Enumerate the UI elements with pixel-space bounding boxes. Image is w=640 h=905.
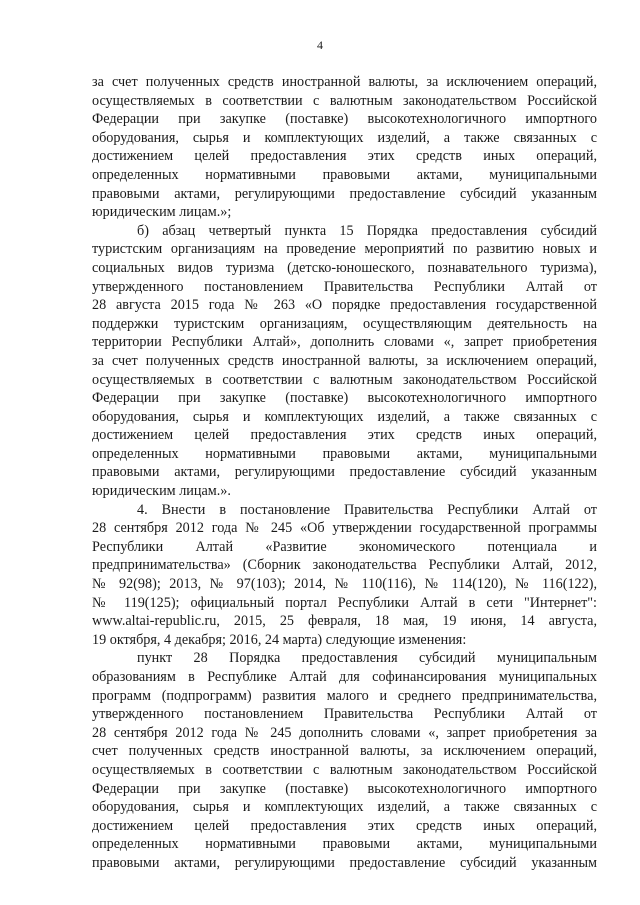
text-line: за счет полученных средств иностранной валюты, за исключением операций, — [92, 352, 597, 369]
text-line: Федерации при закупке (поставке) высокотехнологичного импортного — [92, 111, 597, 128]
text-line: правовыми актами, регулирующими предоставление субсидий указанным — [92, 464, 597, 481]
text-line: достижением целей предоставления этих средств иных операций, — [92, 427, 597, 444]
text-line: б) абзац четвертый пункта 15 Порядка предоставления субсидий — [137, 222, 597, 239]
text-line: определенных нормативными правовыми актами, муниципальными — [92, 836, 597, 853]
text-line: пункт 28 Порядка предоставления субсидий муниципальным — [137, 650, 597, 667]
text-line: утвержденного постановлением Правительства Республики Алтай от — [92, 706, 597, 723]
text-line: 28 сентября 2012 года № 245 дополнить словами «, запрет приобретения за — [92, 724, 597, 741]
text-line: определенных нормативными правовыми актами, муниципальными — [92, 445, 597, 462]
text-line: определенных нормативными правовыми актами, муниципальными — [92, 166, 597, 183]
text-line: территории Республики Алтай», дополнить словами «, запрет приобретения — [92, 334, 597, 351]
text-line: оборудования, сырья и комплектующих изделий, а также связанных с — [92, 129, 597, 146]
text-line: счет полученных средств иностранной валюты, за исключением операций, — [92, 743, 597, 760]
text-line: оборудования, сырья и комплектующих изделий, а также связанных с — [92, 408, 597, 425]
text-line: 19 октября, 4 декабря; 2016, 24 марта) следующие изменения: — [92, 631, 467, 648]
page-number: 4 — [317, 38, 323, 52]
text-line: www.altai-republic.ru, 2015, 25 февраля, 18 мая, 19 июня, 14 августа, — [92, 613, 597, 630]
text-line: достижением целей предоставления этих средств иных операций, — [92, 148, 597, 165]
text-line: 4. Внести в постановление Правительства Республики Алтай от — [137, 501, 597, 518]
text-line: оборудования, сырья и комплектующих изделий, а также связанных с — [92, 799, 597, 816]
text-line: 28 сентября 2012 года № 245 «Об утверждении государственной программы — [92, 520, 597, 537]
text-line: поддержки туристским организациям, осуществляющим деятельность на — [92, 315, 597, 332]
text-line: правовыми актами, регулирующими предоставление субсидий указанным — [92, 854, 597, 871]
text-line: № 92(98); 2013, № 97(103); 2014, № 110(116), № 114(120), № 116(122), — [92, 576, 597, 593]
text-line: № 119(125); официальный портал Республики Алтай в сети "Интернет": — [92, 594, 597, 611]
text-line: Федерации при закупке (поставке) высокотехнологичного импортного — [92, 390, 597, 407]
text-line: за счет полученных средств иностранной валюты, за исключением операций, — [92, 74, 597, 90]
text-line: образованиям в Республике Алтай для софинансирования муниципальных — [92, 669, 597, 685]
text-line: осуществляемых в соответствии с валютным законодательством Российской — [92, 761, 597, 778]
text-line: правовыми актами, регулирующими предоставление субсидий указанным — [92, 185, 597, 202]
text-line: осуществляемых в соответствии с валютным законодательством Российской — [92, 92, 597, 109]
text-line: социальных видов туризма (детско-юношеского, познавательного туризма), — [92, 259, 597, 276]
text-line: достижением целей предоставления этих средств иных операций, — [92, 817, 597, 834]
text-line: осуществляемых в соответствии с валютным законодательством Российской — [92, 371, 597, 388]
text-line: туристским организациям на проведение мероприятий по развитию новых и — [92, 241, 597, 258]
text-line: 28 августа 2015 года № 263 «О порядке предоставления государственной — [92, 297, 597, 314]
text-line: утвержденного постановлением Правительства Республики Алтай от — [92, 278, 597, 295]
text-line: Федерации при закупке (поставке) высокотехнологичного импортного — [92, 780, 597, 797]
document-body — [92, 73, 597, 873]
text-line: юридическим лицам.». — [92, 483, 231, 500]
text-line: юридическим лицам.»; — [92, 204, 232, 221]
text-line: программ (подпрограмм) развития малого и среднего предпринимательства, — [92, 687, 597, 704]
text-line: Республики Алтай «Развитие экономического потенциала и — [92, 538, 597, 555]
text-line: предпринимательства» (Сборник законодательства Республики Алтай, 2012, — [92, 557, 597, 574]
